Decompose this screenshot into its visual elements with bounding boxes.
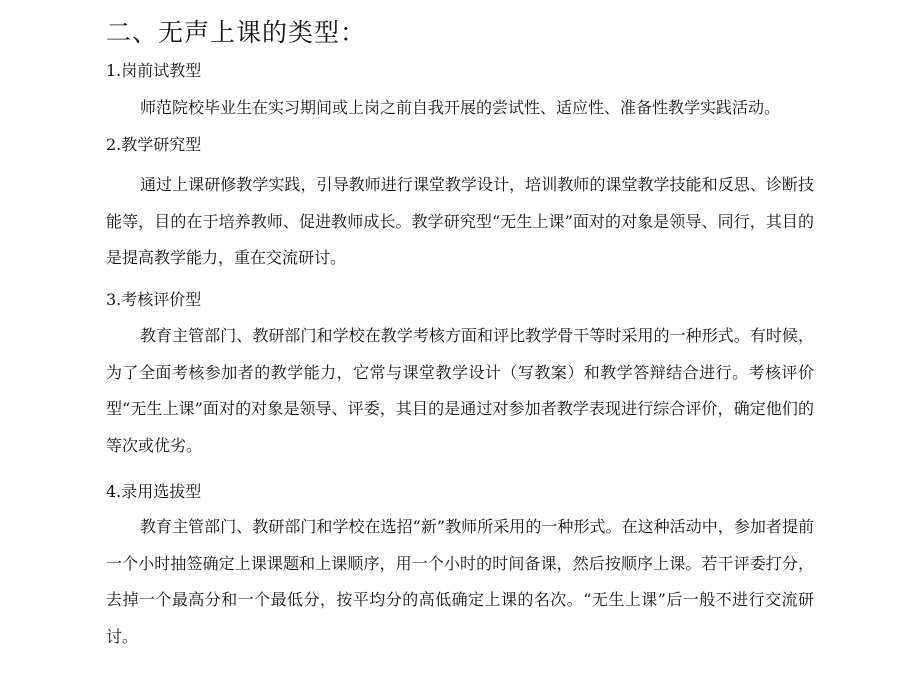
- section-heading-4: 4.录用选拔型: [106, 482, 202, 501]
- section-paragraph-3: 教育主管部门、教研部门和学校在教学考核方面和评比教学骨干等时采用的一种形式。有时候，为了全面考核参加者的教学能力，它常与课堂教学设计（写教案）和教学答辩结合进行。考核评价型“无生上课”面对的对象是领导、评委，其目的是通过对参加者教学表现进行综合评价，确定他们的等次或优劣。: [106, 326, 814, 455]
- page-title: 二、无声上课的类型：: [106, 18, 367, 47]
- section-paragraph-4: 教育主管部门、教研部门和学校在选招“新”教师所采用的一种形式。在这种活动中，参加者提前一个小时抽签确定上课课题和上课顺序，用一个小时的时间备课，然后按顺序上课。若干评委打分，去掉一个最高分和一个最低分，按平均分的高低确定上课的名次。“无生上课”后一般不进行交流研讨。: [106, 517, 814, 646]
- section-heading-2: 2.教学研究型: [106, 135, 202, 154]
- section-heading-3: 3.考核评价型: [106, 290, 202, 309]
- section-paragraph-2: 通过上课研修教学实践，引导教师进行课堂教学设计，培训教师的课堂教学技能和反思、诊断技能等，目的在于培养教师、促进教师成长。教学研究型“无生上课”面对的对象是领导、同行，其目的是提高教学能力，重在交流研讨。: [106, 175, 814, 267]
- section-paragraph-1: 师范院校毕业生在实习期间或上岗之前自我开展的尝试性、适应性、准备性教学实践活动。: [140, 98, 781, 117]
- section-heading-1: 1.岗前试教型: [106, 61, 202, 80]
